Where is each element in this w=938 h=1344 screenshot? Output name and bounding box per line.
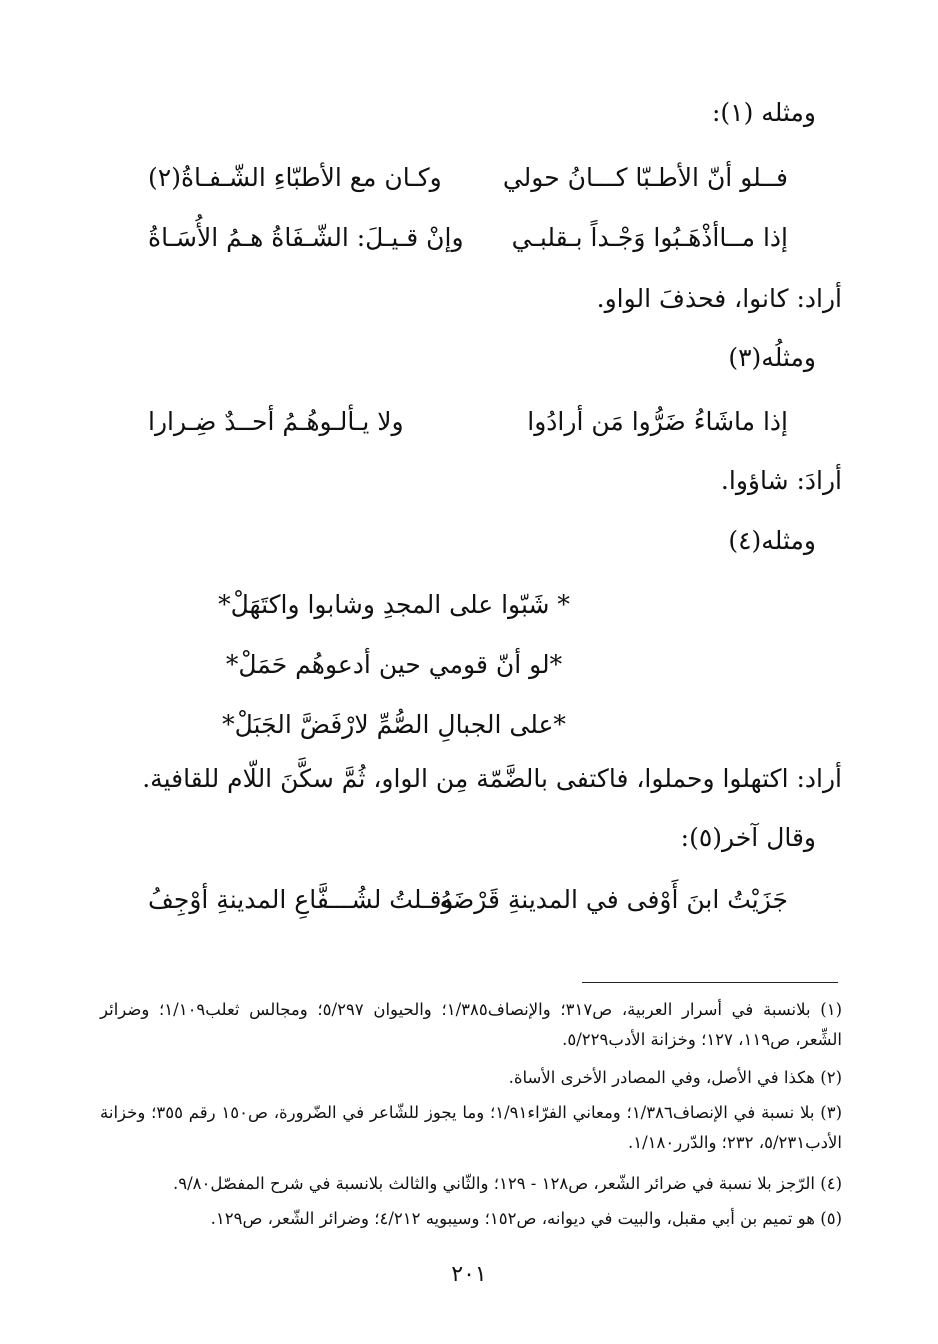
verse-2 <box>148 218 788 258</box>
explanation-line-3: أراد: اكتهلوا وحملوا، فاكتفى بالضَّمّة مِن الواو، ثُمَّ سكَّنَ اللّام للقافية. <box>142 764 842 793</box>
intro-line-2: ومثلُه(٣) <box>728 343 816 372</box>
page-number: ٢٠١ <box>451 1262 487 1287</box>
rajaz-line-2: *لو أنّ قومي حين أدعوهُم حَمَلْ* <box>225 650 563 679</box>
verse-1-second-hemistich: وكـان مع الأطبّاءِ الشّـفـاةُ(٢) <box>148 163 442 192</box>
verse-3-first-hemistich: إذا ماشَاءُ ضَرُّوا مَن أرادُوا <box>527 407 788 436</box>
intro-line-3: ومثله(٤) <box>728 526 816 555</box>
verse-4 <box>148 880 788 920</box>
verse-4-second-hemistich: وقـلتُ لشُـــفَّاعِ المدينةِ أوْجِفُ <box>148 885 454 914</box>
footnote-5: (٥) هو تميم بن أبي مقبل، والبيت في ديوانه، ص١٥٢؛ وسيبويه ٤/٢١٢؛ وضرائر الشّعر، ص١٢٩. <box>210 1209 842 1228</box>
footnote-1: (١) بلانسبة في أسرار العربية، ص٣١٧؛ والإنصاف١/٣٨٥؛ والحيوان ٥/٢٩٧؛ ومجالس ثعلب١/١٠٩؛ وضرائر الشِّعر، ص١١٩، ١٢٧؛ وخزانة الأدب٥/٢٢٩. <box>100 1000 842 1049</box>
verse-1-first-hemistich: فــلو أنّ الأطـبّا كـــانُ حولي <box>502 163 788 192</box>
rajaz-line-1: * شَبّوا على المجدِ وشابوا واكتَهَلْ* <box>218 590 570 619</box>
verse-4-first-hemistich: جَزَيْتُ ابنَ أَوْفى في المدينةِ قَرْضَهُ <box>439 885 788 914</box>
rajaz-line-3: *على الجبالِ الصُّمِّ لارْفَضَّ الجَبَلْ* <box>222 710 566 739</box>
verse-2-first-hemistich: إذا مــاأذْهَـبُوا وَجْـداً بـقلبـي <box>511 223 788 252</box>
footnote-2: (٢) هكذا في الأصل، وفي المصادر الأخرى الأساة. <box>508 1068 842 1087</box>
explanation-line-1: أراد: كانوا، فحذفَ الواو. <box>596 284 842 313</box>
verse-1 <box>148 158 788 198</box>
explanation-line-2: أرادَ: شاؤوا. <box>720 466 842 495</box>
footnote-4: (٤) الرّجز بلا نسبة في ضرائر الشّعر، ص١٢٨ - ١٢٩؛ والثّاني والثالث بلانسبة في شرح المفصّل٩/٨٠. <box>173 1174 842 1193</box>
footnote-separator <box>582 982 838 983</box>
intro-line-1: ومثله (١): <box>711 98 816 127</box>
footnote-3: (٣) بلا نسبة في الإنصاف١/٣٨٦؛ ومعاني الفرّاء١/٩١؛ وما يجوز للشّاعر في الضّرورة، ص١٥٠ رقم ٣٥٥؛ وخزانة الأدب٥/٢٣١، ٢٣٢؛ والدّرر١/١٨٠. <box>100 1103 842 1152</box>
intro-line-4: وقال آخر(٥): <box>680 823 816 852</box>
verse-2-second-hemistich: وإنْ قـيـلَ: الشّـفَاةُ هـمُ الأُسَـاةُ <box>148 223 464 252</box>
verse-3-second-hemistich: ولا يـألـوهُـمُ أحــدٌ ضِـرارا <box>148 407 404 436</box>
verse-3 <box>148 402 788 442</box>
